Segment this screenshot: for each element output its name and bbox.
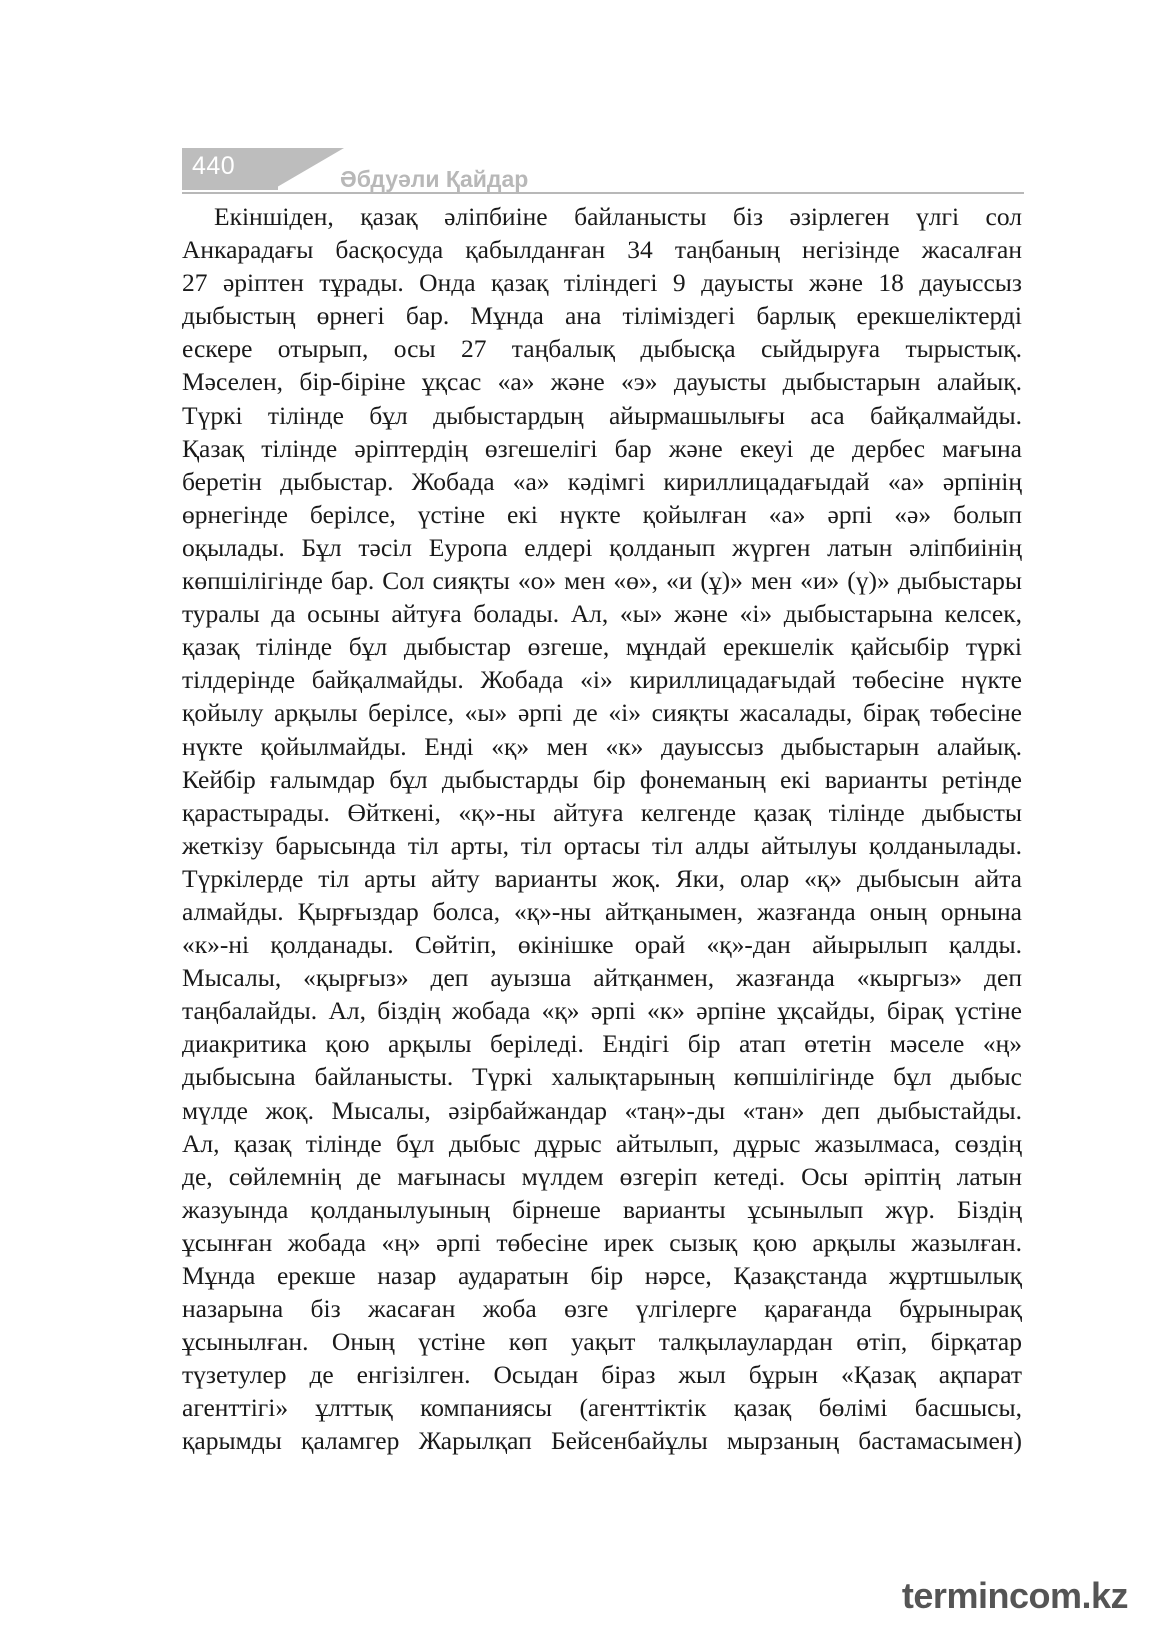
text-line: Қазақ тілінде әріптердің өзгешелігі бар және екеуі де дербес мағына (182, 433, 1022, 463)
text-line: көпшілігінде бар. Сол сияқты «о» мен «ө», «и (ұ)» мен «и» (ү)» дыбыстары (182, 566, 1022, 596)
text-line: ұсынған жобада «ң» әрпі төбесіне ирек сызық қою арқылы жазылған. (182, 1227, 1022, 1257)
text-line: түзетулер де енгізілген. Осыдан біраз жыл бұрын «Қазақ ақпарат (182, 1360, 1022, 1390)
site-watermark-logo (902, 1575, 1128, 1617)
text-line: Мәселен, бір-біріне ұқсас «а» және «э» дауысты дыбыстарын алайық. (182, 367, 1022, 397)
text-line: Мұнда ерекше назар аударатын бір нәрсе, Қазақстанда жұртшылық (182, 1261, 1022, 1290)
text-line: мүлде жоқ. Мысалы, әзірбайжандар «таң»-ды «тан» деп дыбыстайды. (182, 1095, 1022, 1125)
text-line: алмайды. Қырғыздар болса, «қ»-ны айтқанымен, жазғанда оның орнына (182, 896, 1022, 926)
text-line: дыбысына байланысты. Түркі халықтарының көпшілігінде бұл дыбыс (182, 1062, 1022, 1092)
text-line: Кейбір ғалымдар бұл дыбыстарды бір фонеманың екі варианты ретінде (182, 764, 1022, 794)
text-line: де, сөйлемнің де мағынасы мүлдем өзгеріп кетеді. Осы әріптің латын (182, 1161, 1022, 1191)
text-line: оқылады. Бұл тәсіл Еуропа елдері қолданып жүрген латын әліпбиінің (182, 532, 1022, 562)
text-line: жазуында қолданылуының бірнеше варианты ұсынылып жүр. Біздің (182, 1194, 1022, 1224)
body-paragraph (182, 200, 1022, 1458)
text-line: Мысалы, «қырғыз» деп ауызша айтқанмен, жазғанда «кыргыз» деп (182, 963, 1022, 993)
watermark-text: termincom.kz (901, 1575, 1128, 1616)
text-line: Түркі тілінде бұл дыбыстардың айырмашылығы аса байқалмайды. (182, 400, 1022, 430)
text-line: диакритика қою арқылы беріледі. Ендігі бір атап өтетін мәселе «ң» (182, 1029, 1022, 1059)
text-line: туралы да осыны айтуға болады. Ал, «ы» және «і» дыбыстарына келсек, (182, 599, 1022, 629)
text-line: қойылу арқылы берілсе, «ы» әрпі де «і» сияқты жасалады, бірақ төбесіне (182, 698, 1022, 728)
text-line: беретін дыбыстар. Жобада «а» кәдімгі кириллицадағыдай «а» әрпінің (182, 466, 1022, 496)
text-line: агенттігі» ұлттық компаниясы (агенттіктік қазақ бөлімі басшысы, (182, 1393, 1022, 1423)
text-line: дыбыстың өрнегі бар. Мұнда ана тіліміздегі барлық ерекшеліктерді (182, 301, 1022, 331)
text-line: «к»-ні қолданады. Сөйтіп, өкінішке орай «қ»-дан айырылып қалды. (182, 930, 1022, 960)
text-line: өрнегінде берілсе, үстіне екі нүкте қойылған «а» әрпі «ә» болып (182, 499, 1022, 529)
text-line: Екіншіден, қазақ әліпбиіне байланысты біз әзірлеген үлгі сол (214, 202, 1022, 231)
header-divider (182, 192, 1024, 194)
text-line: қазақ тілінде бұл дыбыстар өзгеше, мұндай ерекшелік қайсыбір түркі (182, 632, 1022, 662)
text-line: Ал, қазақ тілінде бұл дыбыс дұрыс айтылып, дұрыс жазылмаса, сөздің (182, 1128, 1022, 1158)
running-head-author: Әбдуәли Қайдар (340, 166, 529, 192)
text-line: тілдерінде байқалмайды. Жобада «і» кириллицадағыдай төбесіне нүкте (182, 665, 1022, 695)
page-header (182, 148, 1024, 196)
page-number-tab-slope (272, 148, 344, 190)
text-line: Анкарадағы басқосуда қабылданған 34 таңбаның негізінде жасалған (182, 235, 1022, 265)
text-line: назарына біз жасаған жоба өзге үлгілерге қарағанда бұрынырақ (182, 1294, 1022, 1324)
text-line: 27 әріптен тұрады. Онда қазақ тіліндегі 9 дауысты және 18 дауыссыз (182, 268, 1022, 298)
text-line: ескере отырып, осы 27 таңбалық дыбысқа сыйдыруға тырыстық. (182, 334, 1022, 364)
text-line: ұсынылған. Оның үстіне көп уақыт талқылаулардан өтіп, бірқатар (182, 1327, 1022, 1357)
text-line: қарымды қаламгер Жарылқап Бейсенбайұлы мырзаның бастамасымен) (182, 1426, 1022, 1456)
text-line: Түркілерде тіл арты айту варианты жоқ. Яки, олар «қ» дыбысын айта (182, 863, 1022, 893)
text-line: жеткізу барысында тіл арты, тіл ортасы тіл алды айтылуы қолданылады. (182, 830, 1022, 860)
page-number: 440 (192, 152, 236, 180)
text-line: таңбалайды. Ал, біздің жобада «қ» әрпі «к» әрпіне ұқсайды, бірақ үстіне (182, 996, 1022, 1026)
text-line: нүкте қойылмайды. Енді «қ» мен «к» дауыссыз дыбыстарын алайық. (182, 731, 1022, 761)
text-line: қарастырады. Өйткені, «қ»-ны айтуға келгенде қазақ тілінде дыбысты (182, 797, 1022, 827)
